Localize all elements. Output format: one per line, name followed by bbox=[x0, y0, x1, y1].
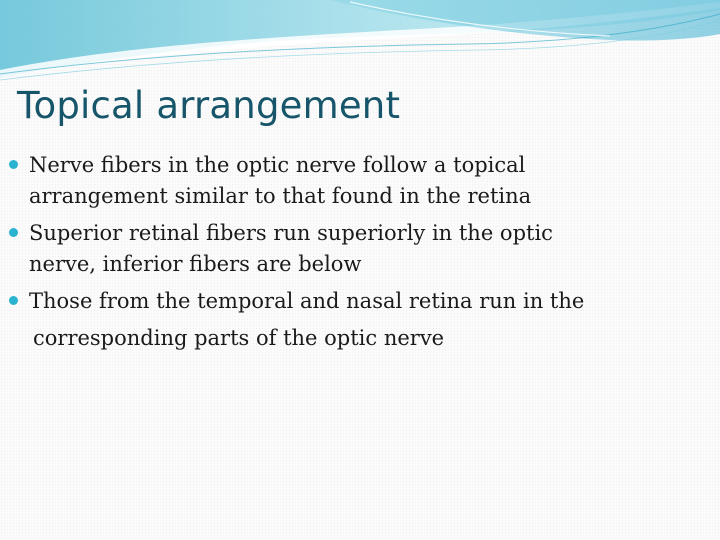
bullet-list bbox=[8, 150, 708, 360]
bullet-line: nerve, inferior fibers are below bbox=[29, 252, 362, 276]
bullet-line: corresponding parts of the optic nerve bbox=[33, 326, 445, 350]
bullet-item bbox=[8, 150, 708, 212]
bullet-line: arrangement similar to that found in the retina bbox=[29, 184, 532, 208]
bullet-text bbox=[29, 286, 708, 354]
bullet-icon bbox=[9, 296, 18, 305]
bullet-item bbox=[8, 218, 708, 280]
header-wave-decoration bbox=[0, 0, 720, 90]
bullet-text bbox=[29, 218, 708, 280]
slide-title: Topical arrangement bbox=[17, 84, 401, 127]
bullet-line: Superior retinal fibers run superiorly in the optic bbox=[29, 221, 553, 245]
bullet-icon bbox=[9, 228, 18, 237]
bullet-line: Those from the temporal and nasal retina run in the bbox=[29, 289, 585, 313]
bullet-text bbox=[29, 150, 708, 212]
bullet-item bbox=[8, 286, 708, 354]
bullet-line: Nerve fibers in the optic nerve follow a topical bbox=[29, 153, 526, 177]
bullet-icon bbox=[9, 160, 18, 169]
